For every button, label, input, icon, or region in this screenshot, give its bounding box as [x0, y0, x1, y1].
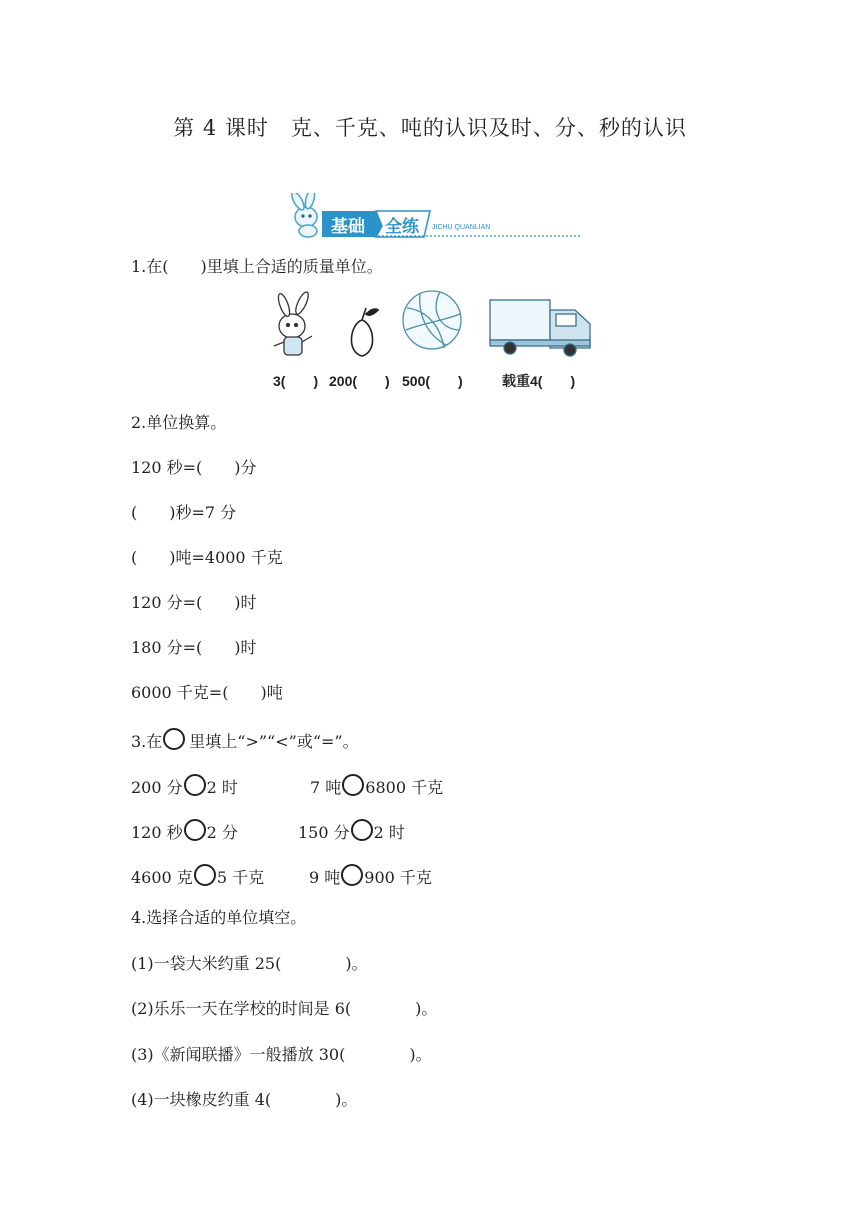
- q3-right-value: 5 千克: [216, 868, 265, 887]
- q1-label-ball: 500( ): [402, 373, 463, 389]
- q3-right-value: 2 分: [206, 823, 238, 842]
- q3-comparison: [309, 864, 432, 888]
- q2-item: 120 秒=( )分: [131, 458, 257, 477]
- truck-icon: [490, 300, 590, 356]
- q3-left-value: 150 分: [298, 823, 350, 842]
- compare-circle[interactable]: [184, 819, 206, 841]
- question-1-prompt: 1.在( )里填上合适的质量单位。: [131, 257, 383, 276]
- q3-left-value: 4600 克: [131, 868, 193, 887]
- rabbit-icon: [274, 290, 312, 355]
- page-title: 第 4 课时 克、千克、吨的认识及时、分、秒的认识: [173, 116, 687, 140]
- question-2-prompt: 2.单位换算。: [131, 413, 227, 432]
- q1-label-pear: 200( ): [329, 373, 390, 389]
- banner-main-text: 基础: [331, 217, 365, 236]
- q3-left-value: 120 秒: [131, 823, 183, 842]
- q3-comparison: [131, 864, 264, 888]
- q3-right-value: 900 千克: [364, 868, 432, 887]
- rabbit-mascot-icon: [290, 193, 317, 237]
- compare-circle[interactable]: [341, 864, 363, 886]
- q3-comparison: [310, 774, 443, 798]
- q4-item: (2)乐乐一天在学校的时间是 6( )。: [131, 999, 438, 1018]
- banner-sub-text: JICHU QUANLIAN: [432, 224, 491, 231]
- compare-circle[interactable]: [351, 819, 373, 841]
- q3-comparison: [131, 819, 238, 843]
- q3-right-value: 2 时: [206, 778, 238, 797]
- q2-item: ( )秒=7 分: [131, 503, 237, 522]
- q3-left-value: 9 吨: [309, 868, 341, 887]
- q3-left-value: 7 吨: [310, 778, 342, 797]
- banner-accent-text: 全练: [385, 217, 419, 236]
- q4-item: (3)《新闻联播》一般播放 30( )。: [131, 1045, 432, 1064]
- q1-label-truck: 载重4( ): [502, 373, 576, 389]
- q3-right-value: 2 时: [373, 823, 405, 842]
- compare-circle[interactable]: [184, 774, 206, 796]
- q3-comparison: [131, 774, 238, 798]
- blank-circle-icon: [163, 728, 185, 750]
- compare-circle[interactable]: [342, 774, 364, 796]
- ball-icon: [403, 291, 461, 349]
- q4-item: (1)一袋大米约重 25( )。: [131, 954, 368, 973]
- q2-item: ( )吨=4000 千克: [131, 548, 283, 567]
- q2-item: 6000 千克=( )吨: [131, 683, 283, 702]
- pear-icon: [351, 308, 378, 356]
- q3-prompt-start: 3.在: [131, 732, 163, 751]
- compare-circle[interactable]: [194, 864, 216, 886]
- q4-item: (4)一块橡皮约重 4( )。: [131, 1090, 358, 1109]
- q2-item: 180 分=( )时: [131, 638, 257, 657]
- q1-label-rabbit: 3( ): [273, 373, 319, 389]
- question-1-illustration: [270, 290, 600, 365]
- q3-right-value: 6800 千克: [365, 778, 444, 797]
- q3-left-value: 200 分: [131, 778, 183, 797]
- question-4-prompt: 4.选择合适的单位填空。: [131, 908, 307, 927]
- q2-item: 120 分=( )时: [131, 593, 257, 612]
- question-3-prompt: [131, 728, 359, 752]
- q3-prompt-end: 里填上“>”“<”或“=”。: [189, 732, 359, 751]
- section-banner: [278, 193, 583, 239]
- q3-comparison: [298, 819, 405, 843]
